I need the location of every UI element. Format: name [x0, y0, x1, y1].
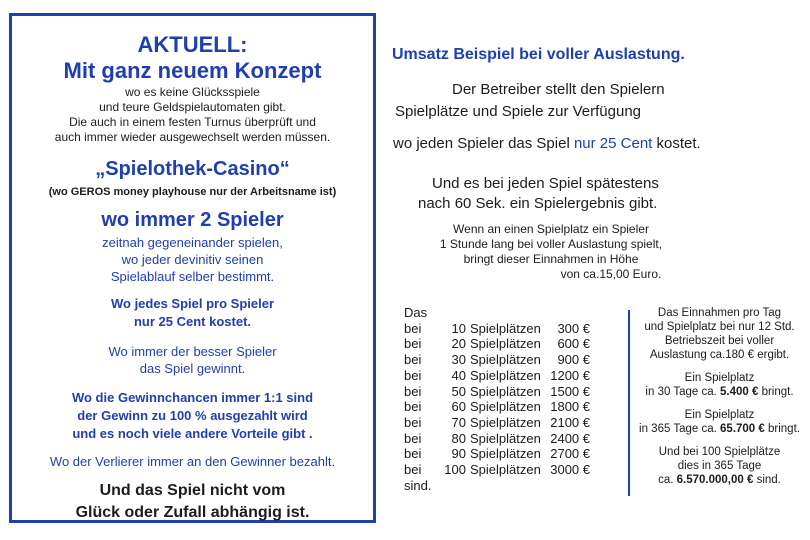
row-count: 70 — [451, 414, 466, 430]
info-line: Ein Spielplatz — [684, 409, 755, 421]
intro-line: Die auch in einem festen Turnus überprüft und — [69, 115, 316, 129]
row-places — [440, 431, 542, 447]
row-value: 600 € — [557, 336, 590, 352]
table-row — [404, 352, 590, 368]
row-count: 20 — [451, 336, 466, 352]
row-label: Spielplätzen — [470, 352, 541, 368]
row-value: 300 € — [557, 320, 590, 336]
row-places — [440, 415, 542, 431]
info-box — [632, 306, 807, 496]
divider — [628, 310, 630, 496]
jedes-line: nur 25 Cent kostet. — [133, 314, 252, 329]
intro-line: wo es keine Glücksspiele — [125, 85, 260, 99]
row-value: 3000 € — [550, 462, 590, 478]
row-places — [440, 384, 542, 400]
info-value: 6.570.000,00 € — [676, 474, 754, 486]
row-prefix: bei — [404, 462, 422, 478]
kosten-suffix: kostet. — [652, 135, 701, 152]
besser-text — [12, 343, 373, 377]
konzept-heading: Mit ganz neuem Konzept — [63, 58, 322, 83]
info-line: in 30 Tage ca. — [645, 386, 721, 398]
ergebnis-line-1: Und es bei jeden Spiel spätestens — [432, 175, 659, 192]
row-count: 100 — [444, 462, 466, 478]
table-row — [404, 415, 590, 431]
row-label: Spielplätzen — [470, 320, 541, 336]
table-foot: sind. — [404, 477, 432, 493]
row-count: 50 — [451, 383, 466, 399]
info-line: ca. — [658, 474, 677, 486]
kosten-text: wo jeden Spieler das Spiel — [393, 135, 574, 152]
info-line: Das Einnahmen pro Tag — [657, 307, 782, 319]
row-places — [440, 462, 542, 478]
info-value: 5.400 € — [720, 386, 759, 398]
row-count: 10 — [451, 320, 466, 336]
zeitnah-line: zeitnah gegeneinander spielen, — [102, 235, 283, 250]
jedes-spiel-text — [12, 295, 373, 331]
info-100-plaetze — [632, 445, 807, 487]
row-label: Spielplätzen — [470, 446, 541, 462]
table-row — [404, 384, 590, 400]
row-places — [440, 399, 542, 415]
row-prefix: bei — [404, 367, 422, 383]
row-places — [440, 321, 542, 337]
row-prefix: bei — [404, 446, 422, 462]
einnahmen-line: 1 Stunde lang bei voller Auslastung spielt, — [439, 237, 663, 251]
schluss-line: Und das Spiel nicht vom — [99, 482, 286, 499]
row-value: 2100 € — [550, 414, 590, 430]
table-row — [404, 462, 590, 478]
zeitnah-line: Spielablauf selber bestimmt. — [110, 269, 275, 284]
table-row — [404, 431, 590, 447]
betreiber-line: Der Betreiber stellt den Spielern — [452, 81, 665, 98]
row-places — [440, 352, 542, 368]
spielplaetze-line: Spielplätze und Spiele zur Verfügung — [395, 103, 642, 120]
row-count: 40 — [451, 367, 466, 383]
zwei-spieler-heading: wo immer 2 Spieler — [101, 209, 284, 231]
row-value: 1200 € — [550, 367, 590, 383]
table-row — [404, 399, 590, 415]
einnahmen-text — [408, 222, 694, 282]
ergebnis-line-2: nach 60 Sek. ein Spielergebnis gibt. — [418, 195, 658, 212]
table-head: Das — [404, 305, 428, 320]
gewinn-line: Wo die Gewinnchancen immer 1:1 sind — [71, 390, 314, 405]
row-label: Spielplätzen — [470, 399, 541, 415]
row-prefix: bei — [404, 352, 422, 368]
row-label: Spielplätzen — [470, 367, 541, 383]
zeitnah-line: wo jeder devinitiv seinen — [121, 252, 264, 267]
row-label: Spielplätzen — [470, 336, 541, 352]
intro-text — [12, 85, 373, 145]
info-line: Und bei 100 Spielplätze — [658, 446, 781, 458]
info-line: bringt. — [758, 386, 794, 398]
jedes-line: Wo jedes Spiel pro Spieler — [110, 296, 275, 311]
row-prefix: bei — [404, 399, 422, 415]
info-tag — [632, 306, 807, 362]
info-30-tage — [632, 371, 807, 399]
info-line: bringt. — [764, 423, 800, 435]
info-line: Auslastung ca.180 € ergibt. — [649, 349, 790, 361]
row-places — [440, 336, 542, 352]
info-line: Ein Spielplatz — [684, 372, 755, 384]
row-prefix: bei — [404, 430, 422, 446]
right-title: Umsatz Beispiel bei voller Auslastung. — [392, 46, 685, 63]
intro-line: und teure Geldspielautomaten gibt. — [99, 100, 286, 114]
row-prefix: bei — [404, 383, 422, 399]
gewinn-text — [12, 389, 373, 443]
info-value: 65.700 € — [720, 423, 765, 435]
schluss-line: Glück oder Zufall abhängig ist. — [75, 504, 310, 521]
row-label: Spielplätzen — [470, 462, 541, 478]
besser-line: Wo immer der besser Spieler — [108, 344, 277, 359]
row-value: 1800 € — [550, 399, 590, 415]
row-places — [440, 368, 542, 384]
info-365-tage — [632, 408, 807, 436]
table-row — [404, 336, 590, 352]
einnahmen-line: von ca.15,00 Euro. — [560, 267, 662, 281]
intro-line: auch immer wieder ausgewechselt werden müssen. — [54, 130, 331, 144]
info-line: dies in 365 Tage — [677, 460, 762, 472]
casino-note: (wo GEROS money playhouse nur der Arbeitsname ist) — [48, 186, 337, 198]
gewinn-line: der Gewinn zu 100 % ausgezahlt wird — [77, 408, 308, 423]
casino-heading: „Spielothek-Casino“ — [95, 158, 290, 180]
schluss-text — [12, 480, 373, 524]
row-label: Spielplätzen — [470, 430, 541, 446]
row-value: 900 € — [557, 352, 590, 368]
row-prefix: bei — [404, 336, 422, 352]
row-value: 2700 € — [550, 446, 590, 462]
besser-line: das Spiel gewinnt. — [139, 361, 246, 376]
table-row — [404, 446, 590, 462]
row-prefix: bei — [404, 414, 422, 430]
aktuell-heading: AKTUELL: — [137, 32, 248, 57]
row-value: 2400 € — [550, 430, 590, 446]
info-line: in 365 Tage ca. — [639, 423, 721, 435]
verlierer-text: Wo der Verlierer immer an den Gewinner bezahlt. — [49, 454, 336, 469]
row-value: 1500 € — [550, 383, 590, 399]
info-line: und Spielplatz bei nur 12 Std. — [644, 321, 795, 333]
row-count: 60 — [451, 399, 466, 415]
row-label: Spielplätzen — [470, 414, 541, 430]
umsatz-table — [404, 305, 590, 493]
table-row — [404, 368, 590, 384]
row-label: Spielplätzen — [470, 383, 541, 399]
einnahmen-line: bringt dieser Einnahmen in Höhe — [463, 252, 639, 266]
info-line: sind. — [753, 474, 781, 486]
row-prefix: bei — [404, 320, 422, 336]
kosten-line — [393, 134, 701, 154]
row-count: 30 — [451, 352, 466, 368]
info-line: Betriebszeit bei voller — [664, 335, 775, 347]
zeitnah-text — [12, 234, 373, 285]
row-count: 80 — [451, 430, 466, 446]
kosten-price: nur 25 Cent — [573, 135, 653, 152]
einnahmen-line: Wenn an einen Spielplatz ein Spieler — [453, 222, 649, 236]
left-panel — [9, 13, 376, 523]
gewinn-line: und es noch viele andere Vorteile gibt . — [72, 426, 313, 441]
table-row — [404, 321, 590, 337]
row-places — [440, 446, 542, 462]
row-count: 90 — [451, 446, 466, 462]
